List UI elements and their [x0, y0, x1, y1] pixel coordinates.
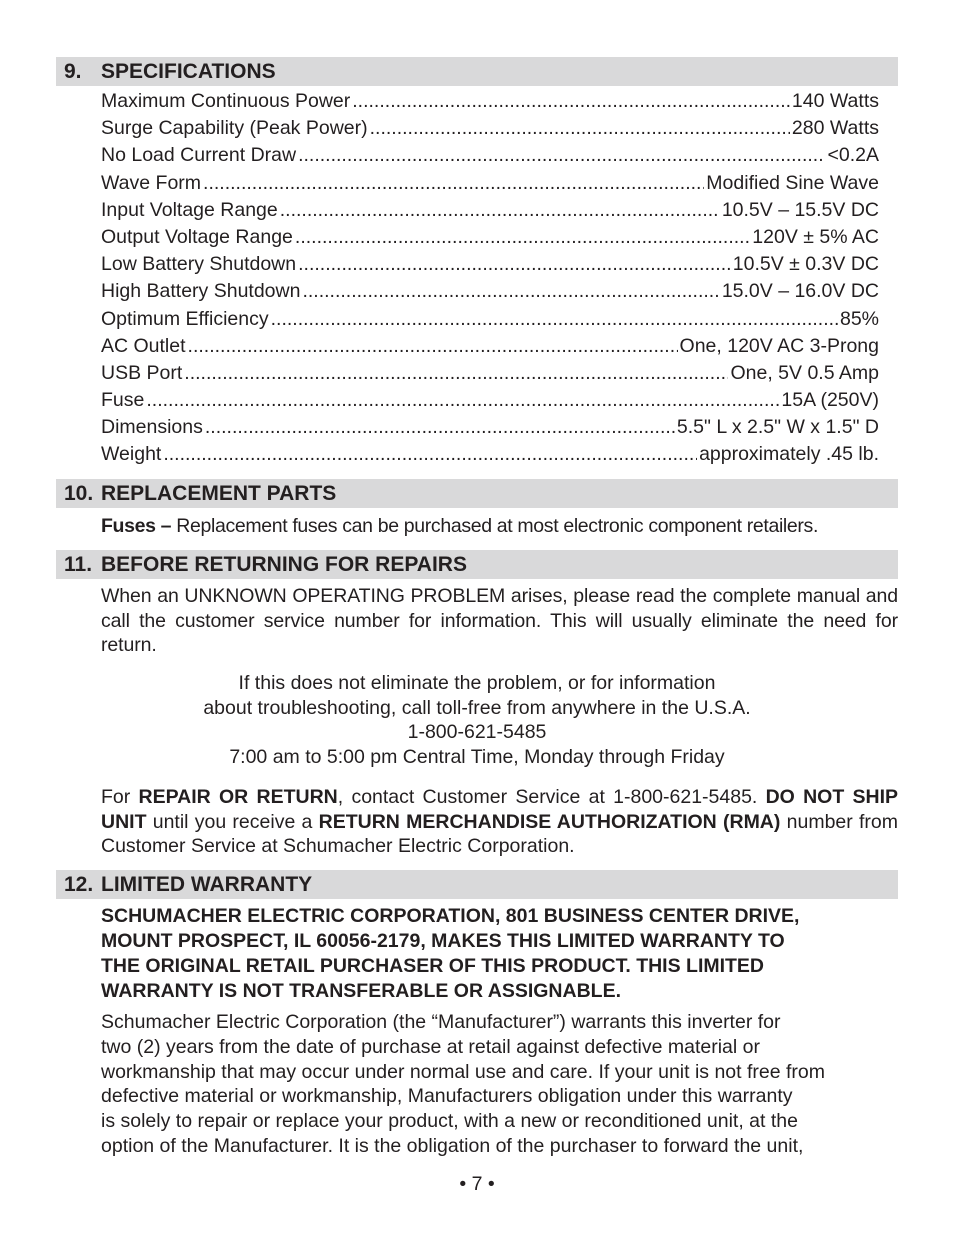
contact-line: about troubleshooting, call toll-free from anywhere in the U.S.A. — [203, 696, 751, 719]
warranty-body-line: option of the Manufacturer. It is the obligation of the purchaser to forward the unit, — [101, 1134, 804, 1157]
spec-row — [101, 360, 879, 387]
spec-value: 120V ± 5% AC — [752, 225, 879, 248]
dot-leader — [184, 360, 728, 387]
section-header-limited-warranty — [56, 870, 898, 899]
section-header-before-returning — [56, 550, 898, 579]
section-number: 12. — [64, 873, 94, 896]
dot-leader — [271, 306, 838, 333]
section-title: LIMITED WARRANTY — [101, 873, 313, 896]
warranty-statement-line: MOUNT PROSPECT, IL 60056-2179, MAKES THIS LIMITED WARRANTY TO — [101, 930, 785, 952]
dot-leader — [280, 197, 720, 224]
spec-label: Output Voltage Range — [101, 225, 293, 248]
page-number: • 7 • — [459, 1173, 495, 1195]
spec-label: Optimum Efficiency — [101, 307, 269, 330]
warranty-body-line: defective material or workmanship, Manufacturers obligation under this warranty — [101, 1085, 793, 1108]
warranty-body-line: workmanship that may occur under normal use and care. If your unit is not free from — [101, 1060, 825, 1083]
spec-label: No Load Current Draw — [101, 144, 297, 167]
dot-leader — [188, 333, 678, 360]
repairs-intro-paragraph: When an UNKNOWN OPERATING PROBLEM arises, please read the complete manual and call the customer service number for information. This will usually eliminate the need for return. — [101, 585, 898, 657]
warranty-statement-line: SCHUMACHER ELECTRIC CORPORATION, 801 BUSINESS CENTER DRIVE, — [101, 905, 800, 927]
dot-leader — [203, 170, 704, 197]
fuses-paragraph — [101, 514, 898, 539]
spec-value: 140 Watts — [791, 90, 879, 112]
spec-label: USB Port — [101, 361, 183, 384]
spec-row — [101, 88, 879, 115]
warranty-statement — [101, 904, 898, 1004]
spec-row — [101, 306, 879, 333]
warranty-body-line: is solely to repair or replace your product, with a new or reconditioned unit, at the — [101, 1110, 798, 1133]
spec-row — [101, 278, 879, 305]
dot-leader — [295, 224, 750, 251]
section-number: 11. — [64, 553, 93, 576]
rma-text: number from Customer Service at Schumacher Electric Corporation. — [101, 810, 898, 858]
spec-label: Input Voltage Range — [101, 198, 278, 221]
section-title: REPLACEMENT PARTS — [101, 482, 337, 505]
rma-bold: RETURN MERCHANDISE AUTHORIZATION (RMA) — [318, 810, 781, 833]
spec-row — [101, 414, 879, 441]
specifications-list — [101, 88, 879, 469]
rma-text: For — [101, 786, 139, 808]
spec-row — [101, 197, 879, 224]
spec-value: 10.5V – 15.5V DC — [721, 198, 879, 221]
spec-value: 15.0V – 16.0V DC — [721, 280, 879, 303]
rma-bold: REPAIR OR RETURN — [138, 786, 338, 808]
spec-label: Surge Capability (Peak Power) — [101, 117, 368, 140]
section-title: BEFORE RETURNING FOR REPAIRS — [101, 553, 467, 576]
contact-info-block — [101, 671, 853, 769]
rma-paragraph — [101, 785, 898, 859]
spec-row — [101, 142, 879, 169]
contact-line: If this does not eliminate the problem, or for information — [238, 672, 716, 694]
spec-row — [101, 251, 879, 278]
spec-value: 15A (250V) — [781, 389, 879, 412]
spec-value: approximately .45 lb. — [699, 443, 879, 466]
fuses-label: Fuses – — [101, 515, 172, 537]
spec-value: 10.5V ± 0.3V DC — [732, 253, 879, 276]
rma-bold: DO NOT SHIP UNIT — [101, 786, 899, 833]
contact-phone: 1-800-621-5485 — [407, 721, 547, 744]
section-header-replacement-parts — [56, 479, 898, 508]
section-number: 9. — [64, 60, 82, 83]
spec-label: Wave Form — [101, 171, 202, 194]
section-header-specifications — [56, 57, 898, 86]
spec-label: AC Outlet — [101, 334, 186, 357]
section-title: SPECIFICATIONS — [101, 60, 276, 83]
rma-text: until you receive a — [146, 810, 319, 833]
warranty-body-line: two (2) years from the date of purchase at retail against defective material or — [101, 1035, 760, 1058]
spec-value: 5.5" L x 2.5" W x 1.5" D — [676, 416, 879, 439]
dot-leader — [302, 278, 719, 305]
spec-value: Modified Sine Wave — [706, 171, 879, 194]
spec-row — [101, 115, 879, 142]
spec-label: High Battery Shutdown — [101, 280, 301, 303]
warranty-statement-line: WARRANTY IS NOT TRANSFERABLE OR ASSIGNABLE. — [101, 980, 622, 1002]
spec-row — [101, 224, 879, 251]
spec-row — [101, 170, 879, 197]
spec-label: Dimensions — [101, 416, 203, 439]
dot-leader — [298, 142, 825, 169]
contact-hours: 7:00 am to 5:00 pm Central Time, Monday through Friday — [229, 745, 725, 768]
rma-text: , contact Customer Service at 1-800-621-5485. — [337, 786, 766, 808]
warranty-body-line: Schumacher Electric Corporation (the “Manufacturer”) warrants this inverter for — [101, 1011, 781, 1033]
fuses-text: Replacement fuses can be purchased at most electronic component retailers. — [171, 515, 819, 537]
dot-leader — [298, 251, 731, 278]
warranty-statement-line: THE ORIGINAL RETAIL PURCHASER OF THIS PRODUCT. THIS LIMITED — [101, 955, 765, 977]
section-number: 10. — [64, 482, 94, 505]
spec-label: Fuse — [101, 389, 145, 412]
spec-value: 85% — [839, 307, 879, 330]
dot-leader — [370, 115, 790, 142]
spec-value: <0.2A — [827, 144, 879, 167]
spec-value: 280 Watts — [791, 117, 879, 140]
spec-row — [101, 333, 879, 360]
dot-leader — [352, 88, 790, 115]
spec-label: Low Battery Shutdown — [101, 253, 297, 276]
dot-leader — [146, 387, 779, 414]
spec-label: Weight — [101, 443, 162, 466]
spec-row — [101, 441, 879, 468]
warranty-body — [101, 1010, 898, 1159]
spec-value: One, 5V 0.5 Amp — [730, 361, 879, 384]
dot-leader — [205, 414, 675, 441]
spec-value: One, 120V AC 3-Prong — [679, 334, 879, 357]
dot-leader — [163, 441, 697, 468]
spec-label: Maximum Continuous Power — [101, 90, 351, 112]
spec-row — [101, 387, 879, 414]
